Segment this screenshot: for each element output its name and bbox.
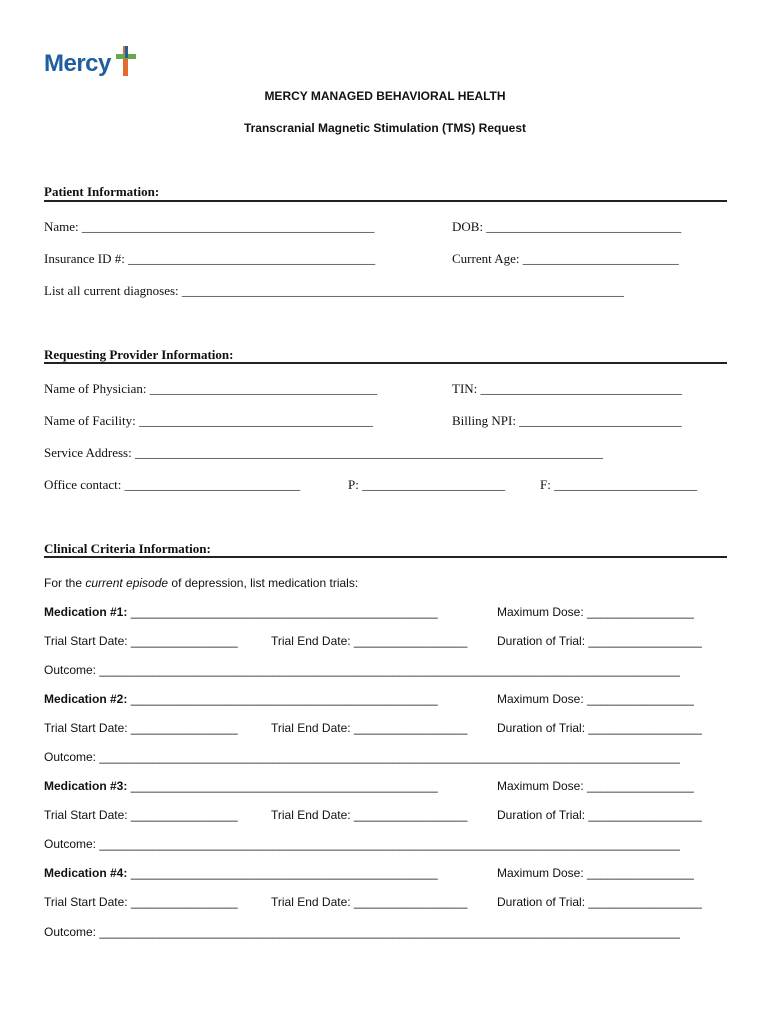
duration-4-field[interactable]: Duration of Trial: _________________ — [497, 895, 702, 909]
insurance-id-field[interactable]: Insurance ID #: ______________________________________ — [44, 251, 376, 266]
cross-icon — [114, 44, 138, 80]
trial-end-2-field[interactable]: Trial End Date: _________________ — [271, 721, 468, 735]
outcome-3-field[interactable]: Outcome: _______________________________________________________________________________________ — [44, 837, 680, 851]
office-contact-field[interactable]: Office contact: ___________________________ — [44, 477, 301, 492]
trial-end-1-field[interactable]: Trial End Date: _________________ — [271, 634, 468, 648]
outcome-4-field[interactable]: Outcome: _______________________________________________________________________________________ — [44, 925, 680, 939]
trial-start-4-field[interactable]: Trial Start Date: ________________ — [44, 895, 238, 909]
fax-field[interactable]: F: ______________________ — [540, 477, 698, 492]
form-title: Transcranial Magnetic Stimulation (TMS) Request — [243, 121, 527, 135]
billing-npi-field[interactable]: Billing NPI: _________________________ — [452, 413, 682, 428]
current-age-field[interactable]: Current Age: ________________________ — [452, 251, 679, 266]
max-dose-3-field[interactable]: Maximum Dose: ________________ — [497, 779, 694, 793]
clinical-info-heading: Clinical Criteria Information: — [44, 541, 211, 556]
max-dose-2-field[interactable]: Maximum Dose: ________________ — [497, 692, 694, 706]
trial-end-4-field[interactable]: Trial End Date: _________________ — [271, 895, 468, 909]
section-divider — [44, 556, 727, 558]
duration-1-field[interactable]: Duration of Trial: _________________ — [497, 634, 702, 648]
trial-end-3-field[interactable]: Trial End Date: _________________ — [271, 808, 468, 822]
logo-text: Mercy — [44, 50, 111, 77]
medication-1-field[interactable]: Medication #1: ______________________________________________ — [44, 605, 438, 619]
outcome-2-field[interactable]: Outcome: _______________________________________________________________________________________ — [44, 750, 680, 764]
max-dose-4-field[interactable]: Maximum Dose: ________________ — [497, 866, 694, 880]
diagnoses-field[interactable]: List all current diagnoses: ____________________________________________________________________ — [44, 283, 624, 298]
tin-field[interactable]: TIN: _______________________________ — [452, 381, 683, 396]
duration-2-field[interactable]: Duration of Trial: _________________ — [497, 721, 702, 735]
org-title: MERCY MANAGED BEHAVIORAL HEALTH — [264, 89, 506, 103]
facility-name-field[interactable]: Name of Facility: ____________________________________ — [44, 413, 373, 428]
dob-field[interactable]: DOB: ______________________________ — [452, 219, 682, 234]
patient-name-field[interactable]: Name: _____________________________________________ — [44, 219, 375, 234]
outcome-1-field[interactable]: Outcome: _______________________________________________________________________________________ — [44, 663, 680, 677]
trial-start-2-field[interactable]: Trial Start Date: ________________ — [44, 721, 238, 735]
current-episode-emphasis: current episode — [85, 576, 169, 590]
section-divider — [44, 362, 727, 364]
medication-3-field[interactable]: Medication #3: ______________________________________________ — [44, 779, 438, 793]
medication-intro: For the current episode of depression, list medication trials: — [44, 576, 359, 590]
provider-info-heading: Requesting Provider Information: — [44, 347, 234, 362]
section-divider — [44, 200, 727, 202]
trial-start-1-field[interactable]: Trial Start Date: ________________ — [44, 634, 238, 648]
patient-info-heading: Patient Information: — [44, 184, 160, 199]
service-address-field[interactable]: Service Address: ________________________________________________________________________ — [44, 445, 603, 460]
duration-3-field[interactable]: Duration of Trial: _________________ — [497, 808, 702, 822]
physician-name-field[interactable]: Name of Physician: ___________________________________ — [44, 381, 378, 396]
medication-4-field[interactable]: Medication #4: ______________________________________________ — [44, 866, 438, 880]
mercy-logo — [44, 44, 144, 84]
trial-start-3-field[interactable]: Trial Start Date: ________________ — [44, 808, 238, 822]
medication-2-field[interactable]: Medication #2: ______________________________________________ — [44, 692, 438, 706]
phone-field[interactable]: P: ______________________ — [348, 477, 506, 492]
max-dose-1-field[interactable]: Maximum Dose: ________________ — [497, 605, 694, 619]
